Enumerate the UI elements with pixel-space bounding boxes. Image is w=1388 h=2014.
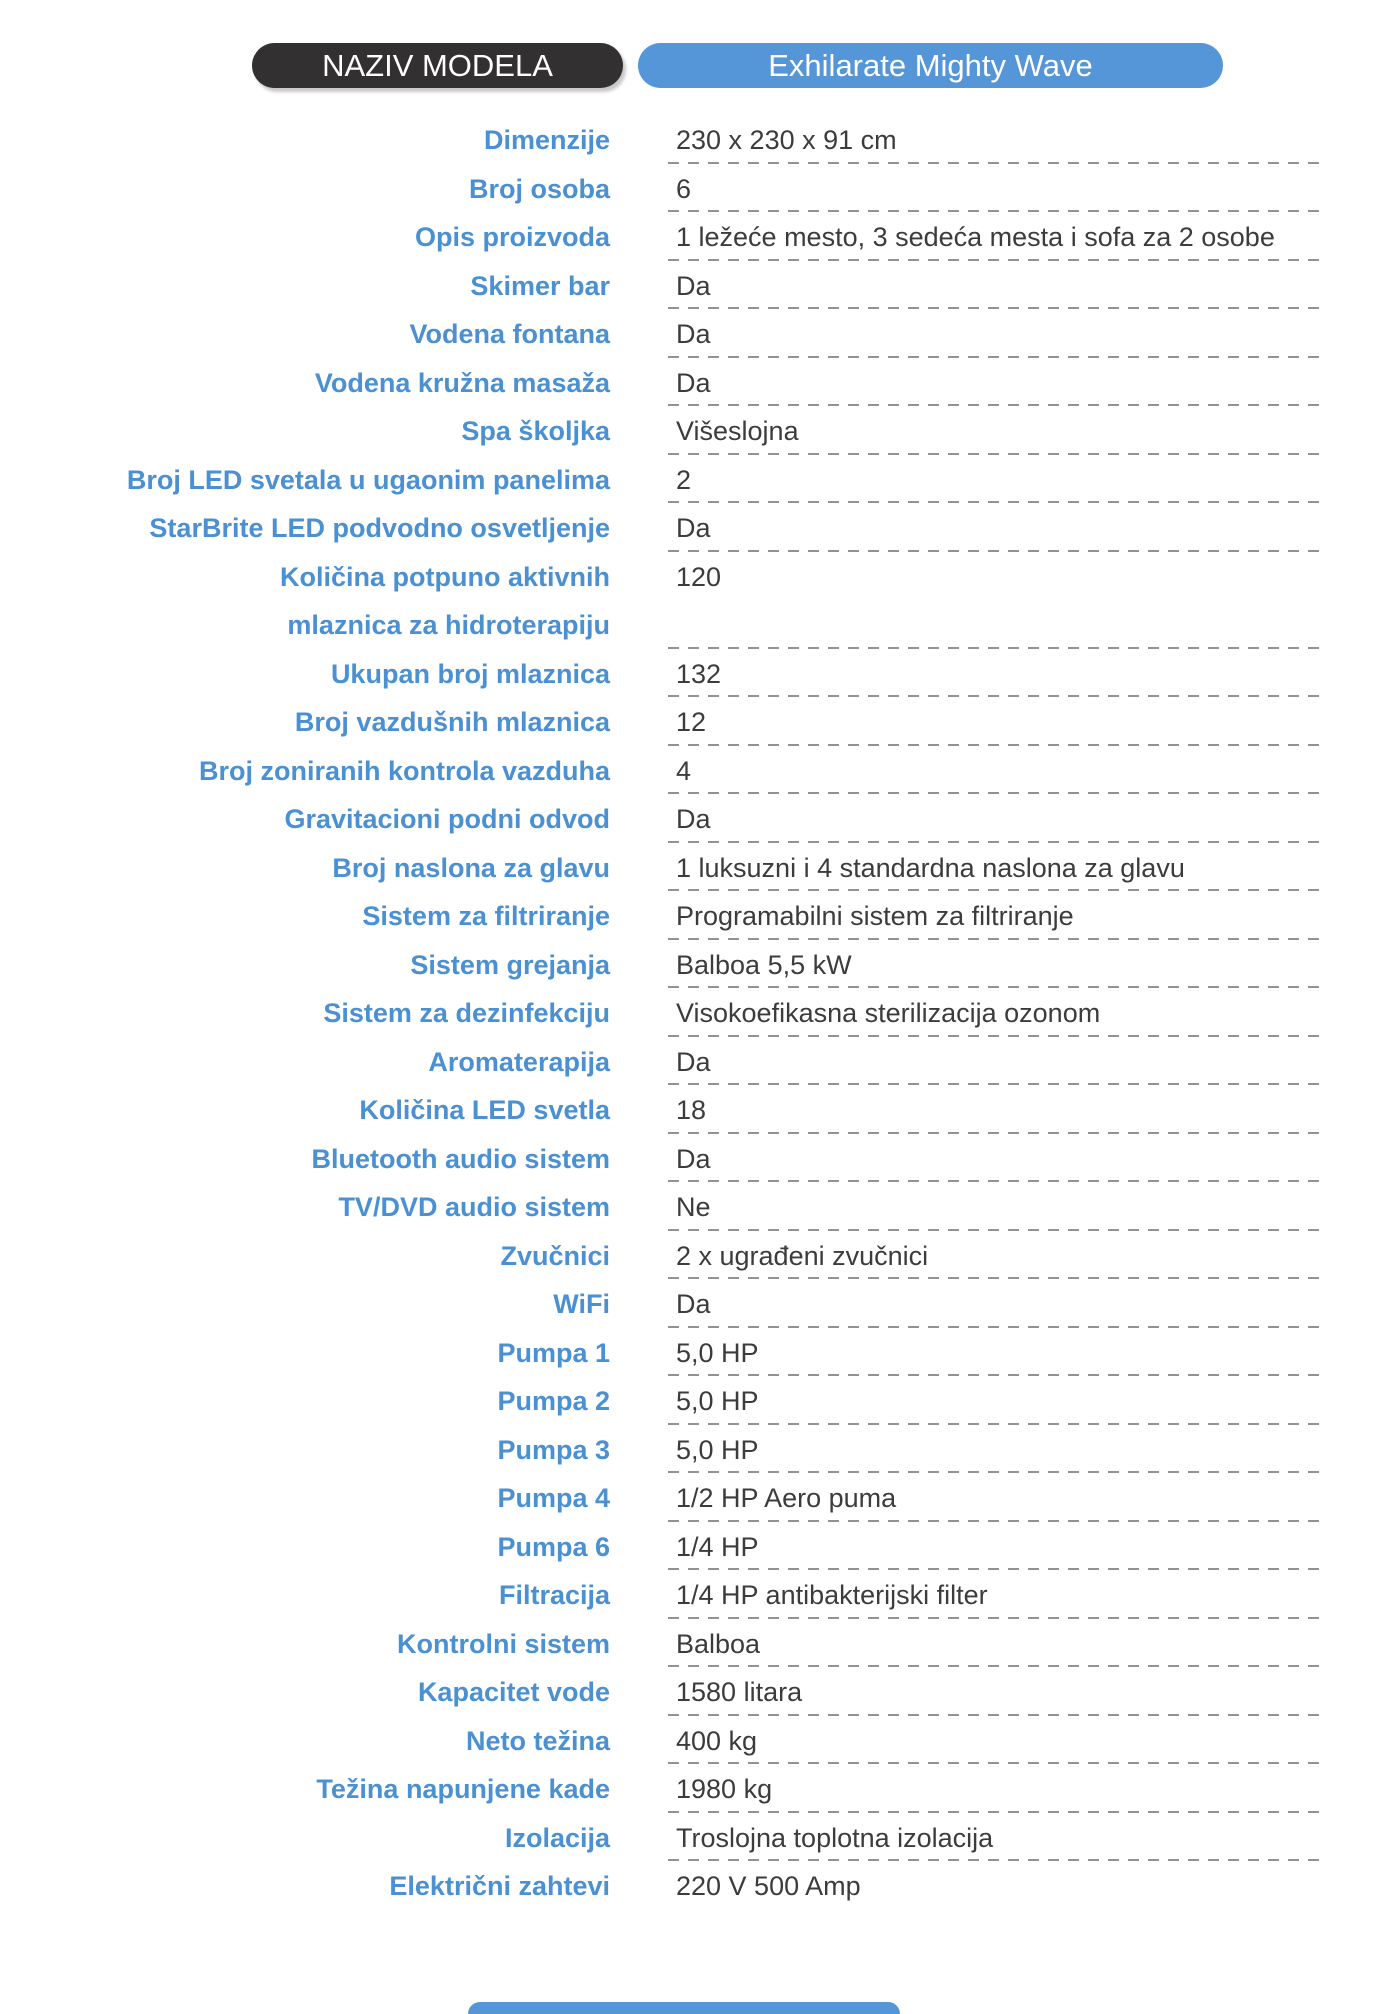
spec-row: [0, 310, 1388, 359]
spec-value: 4: [676, 755, 692, 786]
spec-label: Pumpa 4: [497, 1483, 610, 1513]
spec-value: 132: [676, 658, 722, 689]
spec-row: [0, 1523, 1388, 1572]
spec-label: Broj naslona za glavu: [332, 852, 610, 883]
spec-label: Pumpa 2: [497, 1386, 610, 1416]
spec-label: Neto težina: [465, 1725, 610, 1756]
model-name: Exhilarate Mighty Wave: [768, 48, 1093, 83]
spec-label: Sistem za dezinfekciju: [323, 998, 610, 1028]
spec-value: Višeslojna: [676, 416, 799, 446]
spec-value: 1580 litara: [676, 1677, 803, 1707]
spec-row: [0, 262, 1388, 311]
spec-label: Sistem grejanja: [410, 949, 610, 980]
spec-label: Skimer bar: [470, 270, 610, 301]
spec-row: [0, 1814, 1388, 1863]
spec-value: 5,0 HP: [676, 1386, 759, 1416]
spec-value: Da: [676, 1289, 711, 1319]
spec-value: Da: [676, 270, 711, 301]
spec-row: [0, 1135, 1388, 1184]
spec-label: Ukupan broj mlaznica: [330, 658, 610, 689]
spec-label: Gravitacioni podni odvod: [284, 804, 610, 834]
spec-row: [0, 1086, 1388, 1135]
spec-row: [0, 1232, 1388, 1281]
spec-value: 1 ležeće mesto, 3 sedeća mesta i sofa za 2 osobe: [676, 222, 1275, 252]
spec-value: 220 V 500 Amp: [676, 1871, 861, 1901]
spec-table: [0, 116, 1388, 1911]
spec-row: [0, 1765, 1388, 1814]
spec-label: Bluetooth audio sistem: [311, 1143, 610, 1174]
spec-row: [0, 1862, 1388, 1911]
spec-row: [0, 213, 1388, 262]
spec-row: [0, 698, 1388, 747]
spec-value: Da: [676, 1143, 711, 1174]
spec-label: Kontrolni sistem: [396, 1628, 610, 1659]
spec-row: [0, 1377, 1388, 1426]
spec-value: 120: [676, 561, 722, 592]
spec-label: StarBrite LED podvodno osvetljenje: [149, 513, 610, 543]
spec-row: [0, 504, 1388, 553]
spec-row: [0, 1183, 1388, 1232]
spec-row: [0, 1280, 1388, 1329]
spec-label: Broj vazdušnih mlaznica: [294, 707, 610, 737]
spec-row: [0, 456, 1388, 505]
spec-row: [0, 844, 1388, 893]
spec-row: [0, 989, 1388, 1038]
spec-label: TV/DVD audio sistem: [338, 1192, 610, 1222]
spec-value: 400 kg: [676, 1725, 758, 1756]
spec-value: 1/4 HP: [676, 1531, 759, 1562]
spec-row: [0, 1474, 1388, 1523]
spec-row: [0, 1717, 1388, 1766]
spec-row: [0, 359, 1388, 408]
spec-value: Troslojna toplotna izolacija: [676, 1822, 994, 1853]
model-name-pill: [638, 43, 1223, 88]
spec-row: [0, 795, 1388, 844]
spec-value: Visokoefikasna sterilizacija ozonom: [676, 998, 1101, 1028]
spec-value: 1980 kg: [676, 1774, 773, 1804]
spec-value: Da: [676, 804, 711, 834]
spec-value: 1/4 HP antibakterijski filter: [676, 1580, 988, 1610]
spec-value: Da: [676, 319, 711, 349]
spec-value: Balboa: [676, 1628, 761, 1659]
spec-label: Kapacitet vode: [417, 1677, 610, 1707]
spec-label: Opis proizvoda: [414, 222, 610, 252]
spec-label: Težina napunjene kade: [316, 1774, 610, 1804]
spec-row: [0, 941, 1388, 990]
model-label-pill: [252, 43, 623, 88]
spec-row: [0, 1038, 1388, 1087]
spec-label: Aromaterapija: [428, 1046, 610, 1077]
footer-bar: [468, 2002, 900, 2014]
spec-row: [0, 747, 1388, 796]
spec-value: 1/2 HP Aero puma: [676, 1483, 897, 1513]
spec-row: [0, 1571, 1388, 1620]
spec-label: Pumpa 3: [497, 1434, 610, 1465]
spec-value: Programabilni sistem za filtriranje: [676, 901, 1074, 931]
spec-row: [0, 407, 1388, 456]
spec-label: Vodena fontana: [409, 319, 610, 349]
spec-row: [0, 553, 1388, 650]
spec-label: Izolacija: [504, 1822, 610, 1853]
spec-row: [0, 1668, 1388, 1717]
spec-label: Dimenzije: [483, 125, 610, 155]
spec-value: Da: [676, 1046, 711, 1077]
spec-label: Zvučnici: [500, 1240, 610, 1271]
spec-label: WiFi: [553, 1289, 610, 1319]
spec-row: [0, 116, 1388, 165]
spec-label: Električni zahtevi: [389, 1871, 610, 1901]
spec-row: [0, 650, 1388, 699]
spec-label: Broj LED svetala u ugaonim panelima: [126, 464, 610, 495]
spec-value: Da: [676, 367, 711, 398]
spec-label: Broj zoniranih kontrola vazduha: [198, 755, 610, 786]
spec-value: 1 luksuzni i 4 standardna naslona za glavu: [676, 852, 1185, 883]
spec-label: Pumpa 6: [497, 1531, 610, 1562]
spec-value: 230 x 230 x 91 cm: [676, 125, 897, 155]
spec-value: 6: [676, 173, 692, 204]
spec-label: Sistem za filtriranje: [362, 901, 610, 931]
spec-row: [0, 1329, 1388, 1378]
model-label: NAZIV MODELA: [322, 48, 553, 83]
spec-label: Količina LED svetla: [359, 1095, 610, 1125]
spec-value: 18: [676, 1095, 707, 1125]
spec-row: [0, 892, 1388, 941]
spec-value: 12: [676, 707, 707, 737]
spec-value: 5,0 HP: [676, 1337, 759, 1368]
spec-label: Filtracija: [498, 1580, 610, 1610]
spec-value: 2: [676, 464, 692, 495]
spec-label: Količina potpuno aktivnih mlaznica za hidroterapiju: [280, 561, 610, 640]
spec-label: Vodena kružna masaža: [314, 367, 610, 398]
spec-value: Balboa 5,5 kW: [676, 949, 852, 980]
spec-value: Ne: [676, 1192, 711, 1222]
spec-row: [0, 1426, 1388, 1475]
spec-label: Broj osoba: [468, 173, 610, 204]
spec-value: 2 x ugrađeni zvučnici: [676, 1240, 929, 1271]
spec-value: Da: [676, 513, 711, 543]
spec-row: [0, 165, 1388, 214]
spec-value: 5,0 HP: [676, 1434, 759, 1465]
spec-label: Pumpa 1: [497, 1337, 610, 1368]
spec-label: Spa školjka: [461, 416, 610, 446]
spec-row: [0, 1620, 1388, 1669]
